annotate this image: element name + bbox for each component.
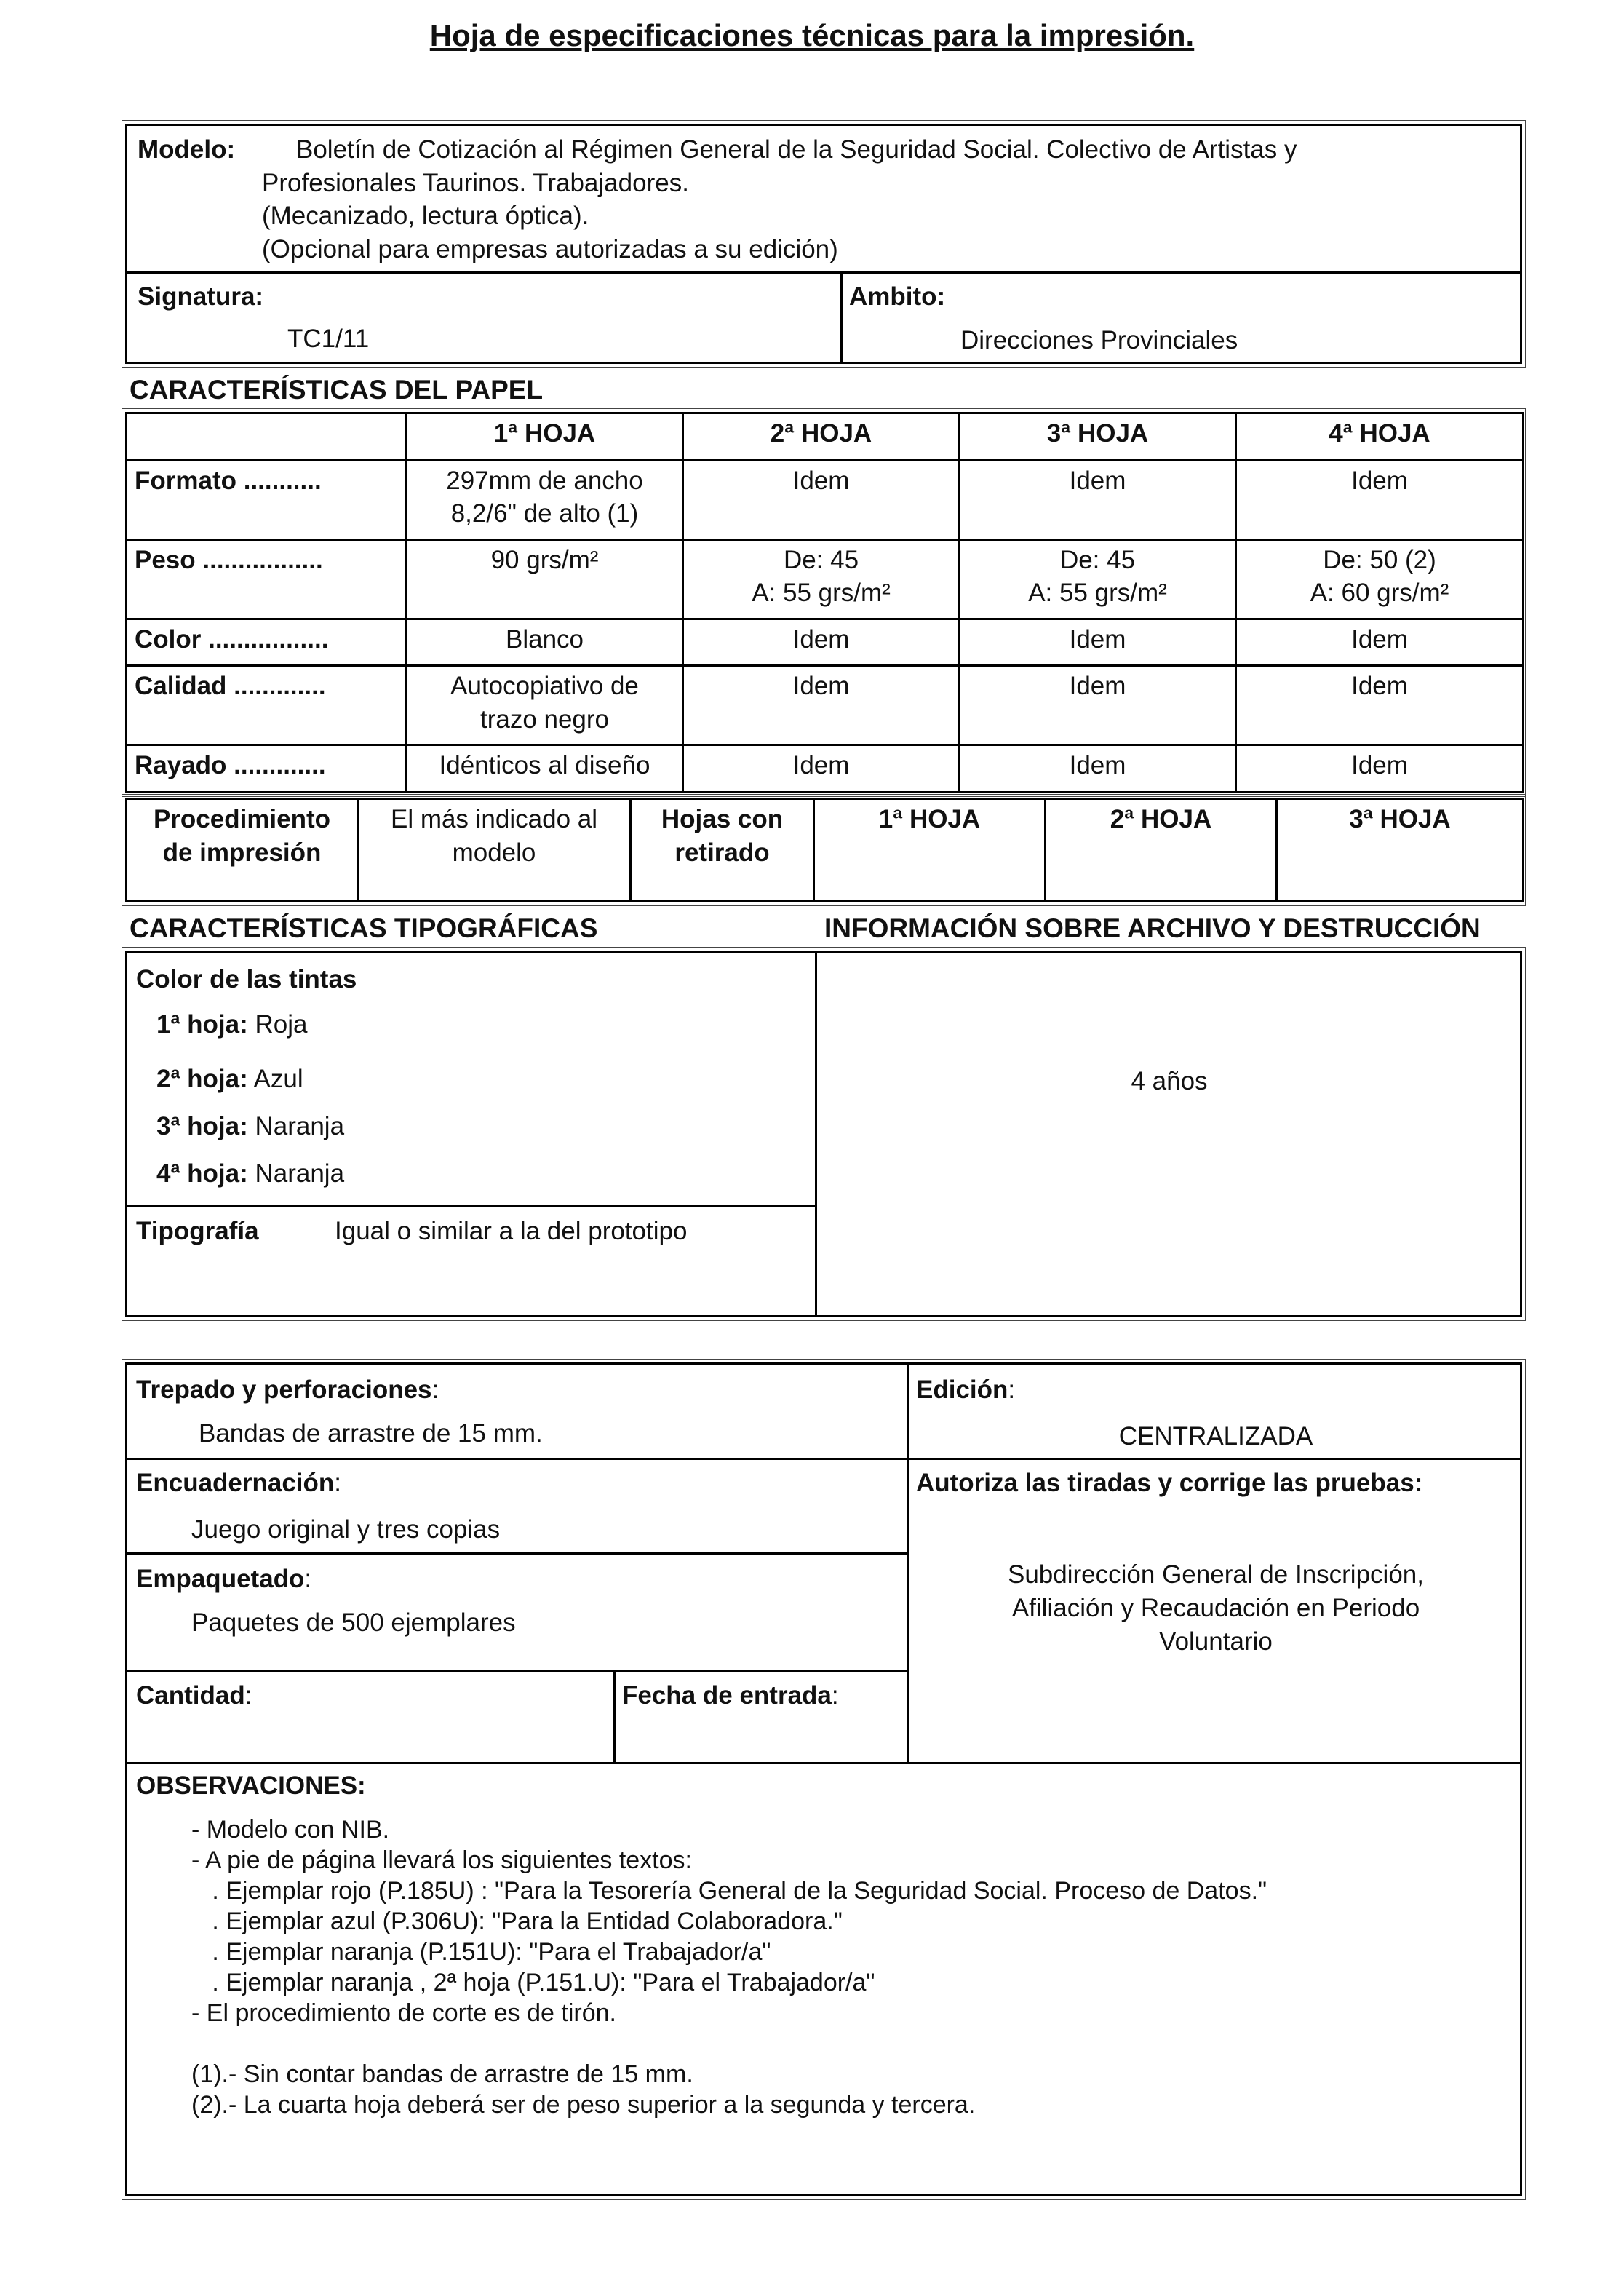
modelo-line: Profesionales Taurinos. Trabajadores. [262,168,689,197]
papel-cell: De: 45 A: 55 grs/m² [960,539,1236,619]
papel-cell: Idem [683,460,960,539]
observacion-line: . Ejemplar rojo (P.185U) : "Para la Tesorería General de la Seguridad Social. Proceso de Datos." [191,1877,1267,1905]
modelo-description [262,133,1513,266]
papel-cell: 90 grs/m² [407,539,683,619]
papel-cell: Idem [960,460,1236,539]
modelo-line: (Opcional para empresas autorizadas a su edición) [262,234,838,263]
edicion-label-row [916,1373,1015,1407]
hojas-retirado-label: Hojas con retirado [631,799,814,902]
tinta-hoja: 3ª hoja: [156,1112,248,1140]
autoriza-label: Autoriza las tiradas y corrige las pruebas: [916,1469,1423,1497]
papel-cell: 297mm de ancho 8,2/6" de alto (1) [407,460,683,539]
trepado-colon: : [431,1376,439,1404]
papel-row-label: Peso ................. [127,539,407,619]
fecha-colon: : [831,1681,839,1710]
cantidad-colon: : [244,1681,252,1710]
retirado-hoja-1: 1ª HOJA [814,799,1046,902]
tinta-row [156,1157,344,1191]
papel-cell: Idem [1236,460,1524,539]
autoriza-value: Subdirección General de Inscripción, Afiliación y Recaudación en Periodo Voluntario [1008,1560,1424,1656]
empaquetado-label: Empaquetado [136,1565,305,1593]
modelo-label: Modelo: [138,135,236,164]
cantidad-label-row [136,1679,252,1713]
observacion-line: - Modelo con NIB. [191,1816,390,1844]
papel-row [127,460,1524,539]
tipografia-label: Tipografía [136,1217,259,1245]
trepado-label-row [136,1373,439,1407]
tinta-hoja: 4ª hoja: [156,1159,248,1188]
papel-cell: Autocopiativo de trazo negro [407,666,683,745]
observacion-line [191,2028,1267,2059]
cantidad-label: Cantidad [136,1681,245,1710]
papel-row-label: Calidad ............. [127,666,407,745]
tinta-color: Naranja [255,1112,345,1140]
procedimiento-value: El más indicado al modelo [358,799,631,902]
papel-cell: Idénticos al diseño [407,745,683,793]
papel-row [127,539,1524,619]
papel-cell: Blanco [407,619,683,666]
fecha-label: Fecha de entrada [622,1681,832,1710]
archivo-value: 4 años [1131,1067,1208,1095]
papel-cell: De: 50 (2) A: 60 grs/m² [1236,539,1524,619]
papel-cell: Idem [960,745,1236,793]
encuadernacion-colon: : [334,1469,342,1497]
tinta-row [156,1110,344,1143]
modelo-box [125,124,1522,364]
tinta-color: Naranja [255,1159,345,1188]
tipograficas-heading: CARACTERÍSTICAS TIPOGRÁFICAS [130,913,598,943]
papel-corner-cell [127,413,407,461]
tinta-color: Azul [253,1065,303,1093]
papel-cell: De: 45 A: 55 grs/m² [683,539,960,619]
papel-column-header: 1ª HOJA [407,413,683,461]
empaquetado-label-row [136,1563,311,1596]
observacion-line: - El procedimiento de corte es de tirón. [191,1999,616,2027]
procedimiento-label: Procedimiento de impresión [127,799,358,902]
empaquetado-value: Paquetes de 500 ejemplares [191,1608,516,1637]
trepado-label: Trepado y perforaciones [136,1376,432,1404]
papel-row [127,666,1524,745]
edicion-label: Edición [916,1376,1008,1404]
tinta-hoja: 2ª hoja: [156,1065,248,1093]
tintas-label: Color de las tintas [136,965,357,993]
signatura-label: Signatura: [138,282,264,311]
page-title: Hoja de especificaciones técnicas para la impresión. [429,18,1195,52]
papel-cell: Idem [1236,745,1524,793]
signatura-value: TC1/11 [287,325,370,353]
procedimiento-table [125,798,1522,902]
papel-table [125,412,1522,793]
papel-row [127,619,1524,666]
edicion-colon: : [1008,1376,1016,1404]
encuadernacion-value: Juego original y tres copias [191,1515,501,1544]
papel-cell: Idem [1236,619,1524,666]
produccion-box [125,1362,1522,2196]
retirado-hoja-3: 3ª HOJA [1277,799,1524,902]
observaciones-label: OBSERVACIONES: [136,1771,366,1800]
retirado-hoja-2: 2ª HOJA [1046,799,1277,902]
fecha-label-row [622,1679,839,1713]
trepado-value: Bandas de arrastre de 15 mm. [199,1419,543,1448]
papel-row-label: Formato ........... [127,460,407,539]
modelo-line: (Mecanizado, lectura óptica). [262,202,589,230]
papel-cell: Idem [683,666,960,745]
papel-heading: CARACTERÍSTICAS DEL PAPEL [130,375,544,405]
encuadernacion-label: Encuadernación [136,1469,335,1497]
observaciones-list [191,1814,1267,2120]
papel-column-header: 3ª HOJA [960,413,1236,461]
papel-row-label: Color ................. [127,619,407,666]
tinta-row [156,1063,303,1096]
papel-row [127,745,1524,793]
empaquetado-colon: : [304,1565,312,1593]
tinta-hoja: 1ª hoja: [156,1010,248,1039]
observacion-line: (2).- La cuarta hoja deberá ser de peso superior a la segunda y tercera. [191,2091,976,2119]
modelo-line: Boletín de Cotización al Régimen General de la Seguridad Social. Colectivo de Artistas y [296,135,1297,164]
ambito-value: Direcciones Provinciales [960,326,1238,354]
ambito-label: Ambito: [849,282,946,311]
papel-cell: Idem [683,619,960,666]
tipografia-value: Igual o similar a la del prototipo [335,1217,688,1245]
papel-cell: Idem [683,745,960,793]
papel-column-header: 2ª HOJA [683,413,960,461]
papel-cell: Idem [960,619,1236,666]
tinta-row [156,1008,307,1041]
edicion-value: CENTRALIZADA [1118,1422,1313,1450]
encuadernacion-label-row [136,1467,341,1500]
observacion-line: (1).- Sin contar bandas de arrastre de 15 mm. [191,2060,693,2088]
archivo-heading: INFORMACIÓN SOBRE ARCHIVO Y DESTRUCCIÓN [824,913,1481,943]
observacion-line: . Ejemplar azul (P.306U): "Para la Entidad Colaboradora." [191,1908,843,1935]
observacion-line: . Ejemplar naranja , 2ª hoja (P.151.U): "Para el Trabajador/a" [191,1969,875,1996]
papel-column-header: 4ª HOJA [1236,413,1524,461]
tinta-color: Roja [255,1010,308,1039]
tipograficas-box [125,951,1522,1317]
papel-row-label: Rayado ............. [127,745,407,793]
papel-cell: Idem [960,666,1236,745]
observacion-line: - A pie de página llevará los siguientes textos: [191,1846,692,1874]
papel-cell: Idem [1236,666,1524,745]
observacion-line: . Ejemplar naranja (P.151U): "Para el Trabajador/a" [191,1938,771,1966]
